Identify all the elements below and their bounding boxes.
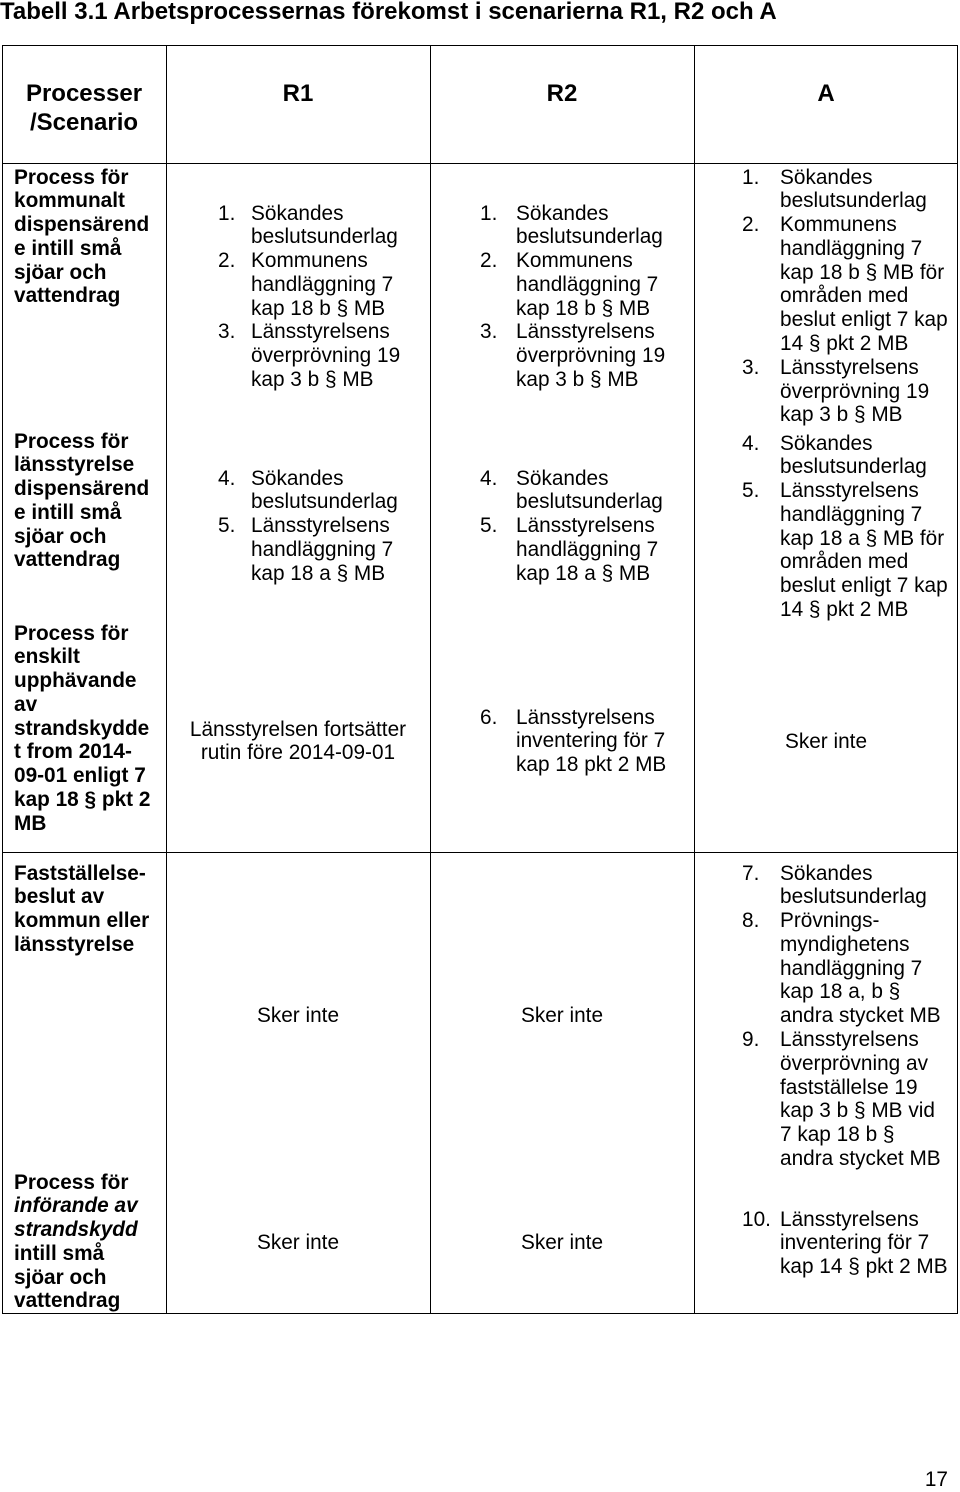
- process-line: e intill små: [14, 500, 122, 524]
- list-item: [480, 202, 665, 250]
- process-line: Process för: [14, 165, 129, 189]
- list-line: kap 3 b § MB vid: [780, 1099, 935, 1123]
- process-line: enskilt: [14, 645, 80, 669]
- list-line: kap 18 pkt 2 MB: [516, 753, 667, 777]
- list-item: [480, 249, 665, 320]
- process-line: 09-01 enligt 7: [14, 764, 146, 788]
- list-line: områden med: [780, 550, 909, 574]
- list-text: [780, 909, 941, 1028]
- a-cell: [742, 1208, 948, 1279]
- table-border-left: [2, 45, 3, 1314]
- r1-cell: [218, 202, 400, 392]
- process-line: strandskydde: [14, 716, 150, 740]
- list-line: överprövning 19: [780, 379, 930, 403]
- r2-cell: [430, 1231, 694, 1255]
- list-line: handläggning 7: [780, 956, 923, 980]
- list-line: Länsstyrelsens: [780, 1028, 919, 1052]
- list-item: [742, 213, 948, 356]
- list-text: [251, 320, 400, 391]
- list-line: överprövning 19: [251, 344, 401, 368]
- list-text: [780, 1208, 948, 1279]
- list-line: beslut enligt 7 kap: [780, 308, 948, 332]
- process-line: beslut av: [14, 885, 105, 909]
- list-line: Kommunens: [780, 213, 897, 237]
- process-line: t from 2014-: [14, 740, 132, 764]
- list-line: 7 kap 18 b §: [780, 1123, 895, 1147]
- process-cell: [14, 430, 149, 573]
- list-line: Länsstyrelsens: [516, 514, 655, 538]
- list-number: 3.: [218, 320, 236, 344]
- list-line: kap 3 b § MB: [516, 368, 639, 392]
- process-line: Process för: [14, 429, 129, 453]
- list-item: [480, 706, 666, 777]
- list-text: [780, 479, 948, 622]
- list-line: Sökandes: [780, 165, 873, 189]
- list-line: inventering för 7: [516, 729, 666, 753]
- process-line: Process för: [14, 1170, 129, 1194]
- process-line: vattendrag: [14, 548, 121, 572]
- list-line: myndighetens: [780, 932, 910, 956]
- list-line: kap 18 b § MB: [251, 296, 386, 320]
- list-number: 6.: [480, 705, 498, 729]
- list-line: kap 18 a § MB: [516, 561, 651, 585]
- list-line: Sökandes: [516, 201, 609, 225]
- process-line: dispensärend: [14, 213, 150, 237]
- process-line: intill små: [14, 1241, 105, 1265]
- list-line: beslutsunderlag: [251, 490, 398, 514]
- list-text: [780, 213, 948, 356]
- list-text: [251, 249, 393, 320]
- list-number: 2.: [742, 213, 760, 237]
- list-line: andra stycket MB: [780, 1147, 941, 1171]
- list-line: Sökandes: [780, 431, 873, 455]
- list-item: [742, 432, 948, 480]
- list-number: 2.: [218, 249, 236, 273]
- list-item: [742, 1028, 941, 1171]
- list-line: beslut enligt 7 kap: [780, 574, 948, 598]
- list-line: Sökandes: [780, 861, 873, 885]
- list-line: 14 § pkt 2 MB: [780, 332, 909, 356]
- list-line: beslutsunderlag: [516, 225, 663, 249]
- list-line: Länsstyrelsens: [251, 320, 390, 344]
- list-line: Länsstyrelsens: [780, 1207, 919, 1231]
- process-line: e intill små: [14, 236, 122, 260]
- list-number: 2.: [480, 249, 498, 273]
- list-line: Kommunens: [516, 249, 633, 273]
- r2-cell: [480, 467, 663, 586]
- list-number: 4.: [480, 466, 498, 490]
- list-number: 10.: [742, 1207, 771, 1231]
- list-text: [251, 467, 398, 515]
- process-line: kommun eller: [14, 909, 150, 933]
- table-border-right: [957, 45, 958, 1314]
- list-line: Länsstyrelsens: [516, 320, 655, 344]
- process-line: MB: [14, 811, 47, 835]
- r1-cell: [166, 1231, 430, 1255]
- list-item: [480, 514, 663, 585]
- list-line: kap 3 b § MB: [251, 368, 374, 392]
- list-text: [516, 249, 658, 320]
- table-row-divider: [2, 852, 958, 853]
- list-line: kap 3 b § MB: [780, 403, 903, 427]
- list-line: handläggning 7: [516, 537, 659, 561]
- list-line: Sökandes: [251, 466, 344, 490]
- list-item: [742, 1208, 948, 1279]
- process-line: vattendrag: [14, 284, 121, 308]
- list-item: [480, 320, 665, 391]
- list-text: [516, 514, 658, 585]
- table-column-divider: [694, 45, 695, 1314]
- process-line: Fastställelse-: [14, 861, 146, 885]
- a-cell: [742, 862, 941, 1171]
- process-line: strandskydd: [14, 1218, 138, 1242]
- list-item: [218, 467, 398, 515]
- header-r2: R2: [546, 80, 578, 107]
- list-text: [780, 166, 927, 214]
- list-number: 8.: [742, 909, 760, 933]
- list-text: [780, 1028, 941, 1171]
- list-line: kap 18 b § MB för: [780, 260, 945, 284]
- list-line: beslutsunderlag: [780, 189, 927, 213]
- list-line: handläggning 7: [251, 272, 394, 296]
- process-line: länsstyrelse: [14, 932, 135, 956]
- r2-cell: [430, 1004, 694, 1028]
- cell-text-line: Sker inte: [256, 1003, 340, 1027]
- page-title: Tabell 3.1 Arbetsprocessernas förekomst i scenarierna R1, R2 och A: [0, 0, 777, 25]
- list-line: Sökandes: [251, 201, 344, 225]
- a-cell: [742, 166, 948, 428]
- list-item: [742, 479, 948, 622]
- process-cell: [14, 1171, 138, 1314]
- list-line: Länsstyrelsens: [780, 479, 919, 503]
- list-line: handläggning 7: [780, 502, 923, 526]
- list-line: beslutsunderlag: [516, 490, 663, 514]
- list-line: kap 18 a § MB för: [780, 526, 945, 550]
- list-number: 5.: [218, 514, 236, 538]
- r1-cell: [166, 718, 430, 766]
- list-number: 3.: [742, 355, 760, 379]
- list-text: [780, 862, 927, 910]
- header-process-scenario: [2, 79, 166, 137]
- list-number: 7.: [742, 861, 760, 885]
- list-text: [251, 202, 398, 250]
- list-line: Länsstyrelsens: [251, 514, 390, 538]
- list-line: Kommunens: [251, 249, 368, 273]
- list-item: [742, 356, 948, 427]
- process-cell: [14, 622, 150, 836]
- list-item: [742, 909, 941, 1028]
- list-line: fastställelse 19: [780, 1075, 918, 1099]
- list-line: Länsstyrelsens: [780, 355, 919, 379]
- list-item: [218, 514, 398, 585]
- list-item: [742, 862, 941, 910]
- r2-cell: [480, 706, 666, 777]
- page-number: 17: [924, 1468, 948, 1491]
- list-line: handläggning 7: [251, 537, 394, 561]
- list-number: 4.: [742, 431, 760, 455]
- list-text: [780, 356, 929, 427]
- list-line: Länsstyrelsens: [516, 705, 655, 729]
- list-text: [516, 202, 663, 250]
- table-header-divider: [2, 163, 958, 164]
- list-number: 1.: [480, 201, 498, 225]
- header-line: Processer: [25, 80, 143, 107]
- header-a: A: [817, 80, 835, 107]
- cell-text-line: rutin före 2014-09-01: [200, 741, 396, 765]
- table-column-divider: [430, 45, 431, 1314]
- list-text: [516, 320, 665, 391]
- list-item: [218, 202, 400, 250]
- list-line: beslutsunderlag: [251, 225, 398, 249]
- process-line: vattendrag: [14, 1289, 121, 1313]
- process-line: av: [14, 692, 38, 716]
- process-line: sjöar och: [14, 260, 107, 284]
- process-cell: [14, 166, 149, 309]
- list-text: [516, 706, 666, 777]
- process-line: Process för: [14, 621, 129, 645]
- r1-cell: [166, 1004, 430, 1028]
- list-number: 5.: [742, 479, 760, 503]
- list-text: [780, 432, 927, 480]
- process-line: sjöar och: [14, 524, 107, 548]
- list-line: andra stycket MB: [780, 1004, 941, 1028]
- a-cell: [694, 730, 958, 754]
- list-item: [218, 320, 400, 391]
- cell-text-line: Sker inte: [520, 1003, 604, 1027]
- list-line: kap 18 a § MB: [251, 561, 386, 585]
- list-line: kap 18 a, b §: [780, 980, 901, 1004]
- header-line: /Scenario: [29, 109, 139, 136]
- list-number: 1.: [218, 201, 236, 225]
- list-line: Prövnings-: [780, 909, 880, 933]
- list-text: [251, 514, 393, 585]
- list-line: beslutsunderlag: [780, 885, 927, 909]
- list-line: beslutsunderlag: [780, 455, 927, 479]
- list-line: handläggning 7: [516, 272, 659, 296]
- list-number: 4.: [218, 466, 236, 490]
- list-number: 1.: [742, 165, 760, 189]
- process-line: sjöar och: [14, 1265, 107, 1289]
- cell-text-line: Sker inte: [520, 1230, 604, 1254]
- list-line: handläggning 7: [780, 236, 923, 260]
- header-r1: R1: [282, 80, 314, 107]
- table-column-divider: [166, 45, 167, 1314]
- list-line: kap 18 b § MB: [516, 296, 651, 320]
- process-line: kap 18 § pkt 2: [14, 788, 151, 812]
- process-line: upphävande: [14, 669, 137, 693]
- process-cell: [14, 862, 149, 957]
- list-item: [218, 249, 400, 320]
- process-line: länsstyrelse: [14, 453, 135, 477]
- list-line: överprövning 19: [516, 344, 666, 368]
- process-line: införande av: [14, 1194, 138, 1218]
- list-number: 9.: [742, 1028, 760, 1052]
- list-line: områden med: [780, 284, 909, 308]
- list-number: 3.: [480, 320, 498, 344]
- list-number: 5.: [480, 514, 498, 538]
- list-line: Sökandes: [516, 466, 609, 490]
- process-line: dispensärend: [14, 477, 150, 501]
- table-border-top: [2, 45, 958, 46]
- list-line: överprövning av: [780, 1051, 928, 1075]
- r1-cell: [218, 467, 398, 586]
- list-line: 14 § pkt 2 MB: [780, 598, 909, 622]
- r2-cell: [480, 202, 665, 392]
- a-cell: [742, 432, 948, 622]
- list-item: [480, 467, 663, 515]
- table-border-bottom: [2, 1313, 958, 1314]
- cell-text-line: Länsstyrelsen fortsätter: [189, 717, 407, 741]
- list-text: [516, 467, 663, 515]
- cell-text-line: Sker inte: [256, 1230, 340, 1254]
- list-line: inventering för 7: [780, 1231, 930, 1255]
- list-line: kap 14 § pkt 2 MB: [780, 1255, 948, 1279]
- cell-text-line: Sker inte: [784, 729, 868, 753]
- process-line: kommunalt: [14, 189, 125, 213]
- list-item: [742, 166, 948, 214]
